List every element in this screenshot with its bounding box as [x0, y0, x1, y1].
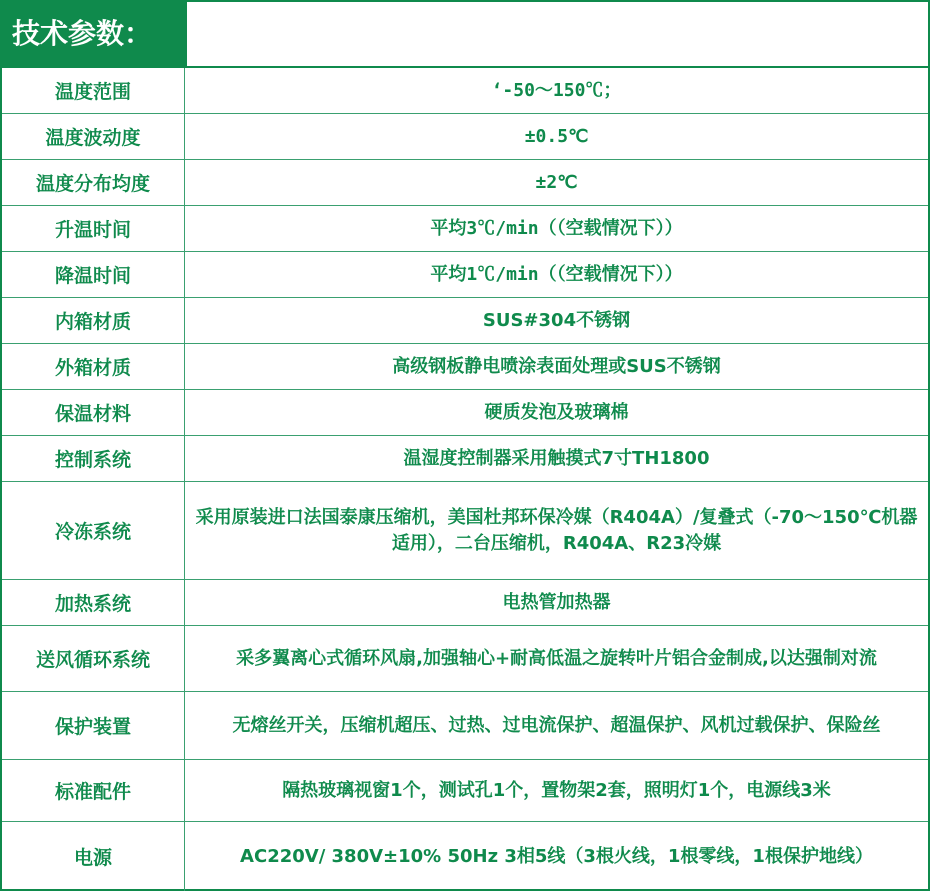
row-label: 温度范围 [2, 68, 185, 113]
row-value: SUS#304不锈钢 [482, 309, 631, 331]
row-label: 内箱材质 [2, 298, 185, 343]
table-row [2, 160, 928, 206]
row-value: AC220V/ 380V±10% 50Hz 3相5线（3根火线，1根零线，1根保护地线） [240, 845, 873, 867]
row-value: 无熔丝开关，压缩机超压、过热、过电流保护、超温保护、风机过载保护、保险丝 [232, 714, 881, 736]
row-label: 温度波动度 [2, 114, 185, 159]
spec-table [2, 68, 928, 891]
row-value: 采用原装进口法国泰康压缩机，美国杜邦环保冷媒（R404A）/复叠式（-70～150℃机器适用），二台压缩机，R404A、R23冷媒 [195, 506, 918, 554]
row-label: 外箱材质 [2, 344, 185, 389]
row-label: 温度分布均度 [2, 160, 185, 205]
table-row [2, 252, 928, 298]
table-row [2, 344, 928, 390]
row-label: 降温时间 [2, 252, 185, 297]
row-label: 送风循环系统 [2, 626, 185, 691]
spec-header [2, 0, 928, 68]
row-value: 平均3℃/min（（空载情况下）） [430, 217, 683, 239]
table-row [2, 436, 928, 482]
row-label: 保护装置 [2, 692, 185, 759]
table-row [2, 206, 928, 252]
row-value: ‘-50～150℃； [491, 79, 622, 101]
table-row [2, 114, 928, 160]
row-value: 采多翼离心式循环风扇,加强轴心+耐高低温之旋转叶片铝合金制成,以达强制对流 [236, 647, 877, 669]
table-row [2, 390, 928, 436]
row-label: 标准配件 [2, 760, 185, 821]
table-row [2, 580, 928, 626]
header-blank-cell [187, 0, 928, 68]
row-value: 温湿度控制器采用触摸式7寸TH1800 [403, 447, 710, 469]
row-label: 升温时间 [2, 206, 185, 251]
row-value: 高级钢板静电喷涂表面处理或SUS不锈钢 [392, 355, 721, 377]
row-value: 硬质发泡及玻璃棉 [484, 401, 629, 423]
table-row [2, 68, 928, 114]
row-label: 电源 [2, 822, 185, 891]
table-row [2, 692, 928, 760]
row-value: 隔热玻璃视窗1个，测试孔1个，置物架2套，照明灯1个，电源线3米 [282, 779, 831, 801]
table-row [2, 760, 928, 822]
row-label: 控制系统 [2, 436, 185, 481]
row-value: 平均1℃/min（（空载情况下）） [430, 263, 683, 285]
row-label: 冷冻系统 [2, 482, 185, 579]
table-row [2, 298, 928, 344]
row-value: ±0.5℃ [524, 125, 589, 147]
table-row [2, 482, 928, 580]
row-label: 保温材料 [2, 390, 185, 435]
row-label: 加热系统 [2, 580, 185, 625]
table-row [2, 626, 928, 692]
table-row [2, 822, 928, 891]
row-value: ±2℃ [535, 171, 578, 193]
section-title: 技术参数： [2, 0, 187, 68]
row-value: 电热管加热器 [502, 591, 611, 613]
